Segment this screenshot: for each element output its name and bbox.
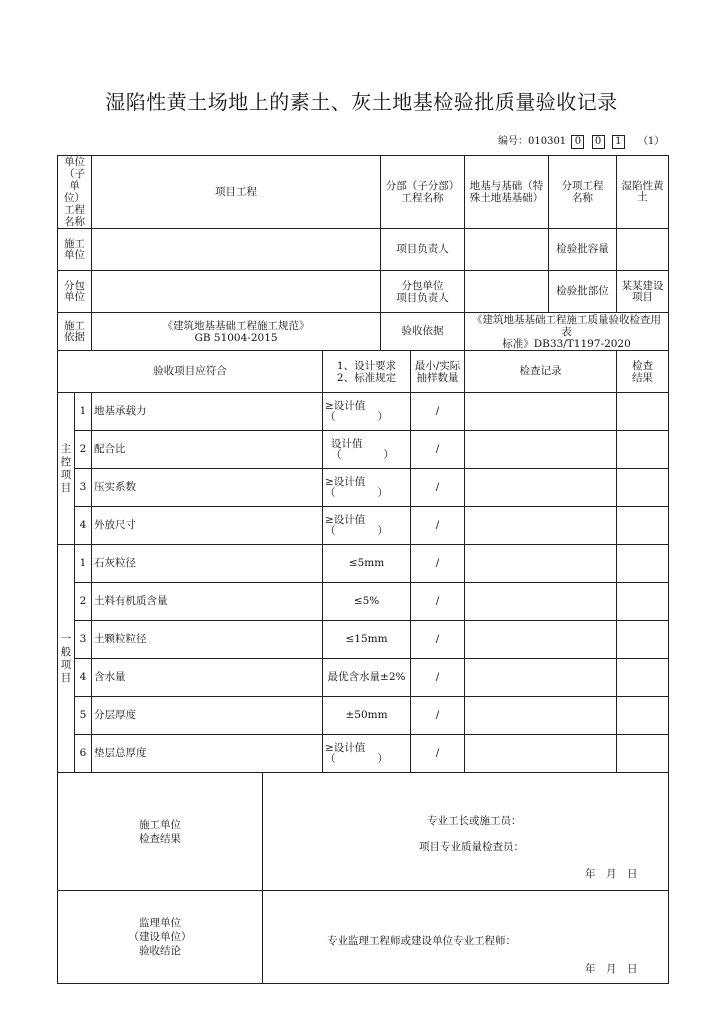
item-requirement[interactable]: ≥设计值（ ） xyxy=(323,469,411,507)
col-item-header: 验收项目应符合 xyxy=(58,351,323,393)
construction-check-label: 施工单位 检查结果 xyxy=(58,773,263,891)
subdivision-name-value[interactable]: 地基与基础（特 殊土地基基础） xyxy=(465,156,549,229)
item-requirement[interactable]: ≤5mm xyxy=(323,545,411,583)
item-name: 分层厚度 xyxy=(92,697,323,735)
item-record[interactable] xyxy=(465,393,617,431)
construction-date[interactable]: 年 月 日 xyxy=(585,868,638,880)
col-result-header: 检查 结果 xyxy=(617,351,669,393)
row-number: 4 xyxy=(75,507,92,545)
item-result[interactable] xyxy=(617,393,669,431)
quality-inspector-signature-label: 项目专业质量检查员： xyxy=(419,841,524,853)
unit-name-label: 单位（子单位） 工程名称 xyxy=(58,156,92,229)
header-row-construction xyxy=(58,229,669,271)
page-title: 湿陷性黄土场地上的素土、灰土地基检验批质量验收记录 xyxy=(105,90,618,114)
table-row xyxy=(58,659,669,697)
item-name-value[interactable]: 湿陷性黄土 xyxy=(617,156,669,229)
acceptance-basis-value[interactable]: 《建筑地基基础工程施工质量验收检查用表 标准》DB33/T1197-2020 xyxy=(465,313,669,351)
item-name-label: 分项工程 名称 xyxy=(549,156,617,229)
subcontract-unit-label: 分包单位 xyxy=(58,271,92,313)
project-manager-value[interactable] xyxy=(465,229,549,271)
inspection-record-table xyxy=(57,155,669,984)
subcontract-manager-value[interactable] xyxy=(465,271,549,313)
item-name: 外放尺寸 xyxy=(92,507,323,545)
item-result[interactable] xyxy=(617,469,669,507)
record-number-label: 编号：010301 xyxy=(498,136,567,147)
item-record[interactable] xyxy=(465,659,617,697)
construction-basis-value[interactable]: 《建筑地基基础工程施工规范》 GB 51004-2015 xyxy=(92,313,381,351)
construction-basis-label: 施工依据 xyxy=(58,313,92,351)
supervision-engineer-signature-label: 专业监理工程师或建设单位专业工程师： xyxy=(327,935,516,947)
subcontract-unit-value[interactable] xyxy=(92,271,381,313)
construction-unit-value[interactable] xyxy=(92,229,381,271)
construction-unit-label: 施工单位 xyxy=(58,229,92,271)
item-record[interactable] xyxy=(465,469,617,507)
item-result[interactable] xyxy=(617,545,669,583)
header-row-basis xyxy=(58,313,669,351)
table-row xyxy=(58,545,669,583)
row-number: 1 xyxy=(75,545,92,583)
table-row xyxy=(58,735,669,773)
supervision-date[interactable]: 年 月 日 xyxy=(585,963,638,975)
item-record[interactable] xyxy=(465,583,617,621)
unit-name-value[interactable]: 项目工程 xyxy=(92,156,381,229)
item-sample[interactable]: / xyxy=(411,393,465,431)
item-name: 地基承载力 xyxy=(92,393,323,431)
item-sample[interactable]: / xyxy=(411,697,465,735)
table-row xyxy=(58,431,669,469)
item-sample[interactable]: / xyxy=(411,621,465,659)
record-number xyxy=(498,132,664,149)
item-sample[interactable]: / xyxy=(411,583,465,621)
col-requirement-header: 1、设计要求 2、标准规定 xyxy=(323,351,411,393)
item-requirement[interactable]: 最优含水量±2% xyxy=(323,659,411,697)
subdivision-name-label: 分部（子分部） 工程名称 xyxy=(381,156,465,229)
item-record[interactable] xyxy=(465,545,617,583)
header-row-project xyxy=(58,156,669,229)
item-name: 石灰粒径 xyxy=(92,545,323,583)
supervision-conclusion-row xyxy=(58,891,669,984)
row-number: 3 xyxy=(75,469,92,507)
record-number-box-1[interactable]: 0 xyxy=(571,135,584,149)
item-result[interactable] xyxy=(617,621,669,659)
table-row xyxy=(58,507,669,545)
row-number: 4 xyxy=(75,659,92,697)
item-name: 土料有机质含量 xyxy=(92,583,323,621)
col-sample-header: 最小/实际 抽样数量 xyxy=(411,351,465,393)
table-row xyxy=(58,583,669,621)
item-sample[interactable]: / xyxy=(411,545,465,583)
record-number-box-2[interactable]: 0 xyxy=(592,135,605,149)
supervision-signature-area[interactable] xyxy=(263,891,669,984)
item-name: 垫层总厚度 xyxy=(92,735,323,773)
record-number-suffix: （1） xyxy=(637,136,665,147)
item-record[interactable] xyxy=(465,507,617,545)
item-result[interactable] xyxy=(617,659,669,697)
construction-check-signature-area[interactable] xyxy=(263,773,669,891)
item-record[interactable] xyxy=(465,431,617,469)
row-number: 6 xyxy=(75,735,92,773)
item-requirement[interactable]: ≤15mm xyxy=(323,621,411,659)
item-name: 配合比 xyxy=(92,431,323,469)
row-number: 5 xyxy=(75,697,92,735)
batch-capacity-value[interactable] xyxy=(617,229,669,271)
item-sample[interactable]: / xyxy=(411,431,465,469)
item-requirement[interactable]: ≤5% xyxy=(323,583,411,621)
item-record[interactable] xyxy=(465,735,617,773)
row-number: 2 xyxy=(75,583,92,621)
general-category: 一 般 项 目 xyxy=(58,545,75,773)
batch-location-value[interactable]: 某某建设项目 xyxy=(617,271,669,313)
table-row xyxy=(58,697,669,735)
item-result[interactable] xyxy=(617,735,669,773)
table-row xyxy=(58,393,669,431)
table-row xyxy=(58,621,669,659)
foreman-signature-label: 专业工长或施工员： xyxy=(427,815,522,827)
header-row-subcontract xyxy=(58,271,669,313)
item-record[interactable] xyxy=(465,697,617,735)
project-manager-label: 项目负责人 xyxy=(381,229,465,271)
item-result[interactable] xyxy=(617,507,669,545)
construction-check-row xyxy=(58,773,669,891)
item-sample[interactable]: / xyxy=(411,469,465,507)
item-requirement[interactable]: ±50mm xyxy=(323,697,411,735)
item-requirement[interactable]: ≥设计值（ ） xyxy=(323,507,411,545)
supervision-conclusion-label: 监理单位 （建设单位） 验收结论 xyxy=(58,891,263,984)
item-name: 土颗粒粒径 xyxy=(92,621,323,659)
batch-capacity-label: 检验批容量 xyxy=(549,229,617,271)
item-requirement[interactable]: ≥设计值（ ） xyxy=(323,393,411,431)
subcontract-manager-label: 分包单位 项目负责人 xyxy=(381,271,465,313)
item-record[interactable] xyxy=(465,621,617,659)
item-sample[interactable]: / xyxy=(411,659,465,697)
main-control-category: 主 控 项 目 xyxy=(58,393,75,545)
item-sample[interactable]: / xyxy=(411,735,465,773)
row-number: 1 xyxy=(75,393,92,431)
item-requirement[interactable]: 设计值（ ） xyxy=(323,431,411,469)
item-sample[interactable]: / xyxy=(411,507,465,545)
column-header-row xyxy=(58,351,669,393)
item-result[interactable] xyxy=(617,431,669,469)
item-result[interactable] xyxy=(617,583,669,621)
batch-location-label: 检验批部位 xyxy=(549,271,617,313)
record-number-box-3[interactable]: 1 xyxy=(612,135,625,149)
item-name: 压实系数 xyxy=(92,469,323,507)
row-number: 3 xyxy=(75,621,92,659)
row-number: 2 xyxy=(75,431,92,469)
col-record-header: 检查记录 xyxy=(465,351,617,393)
table-row xyxy=(58,469,669,507)
item-name: 含水量 xyxy=(92,659,323,697)
item-result[interactable] xyxy=(617,697,669,735)
item-requirement[interactable]: ≥设计值（ ） xyxy=(323,735,411,773)
acceptance-basis-label: 验收依据 xyxy=(381,313,465,351)
